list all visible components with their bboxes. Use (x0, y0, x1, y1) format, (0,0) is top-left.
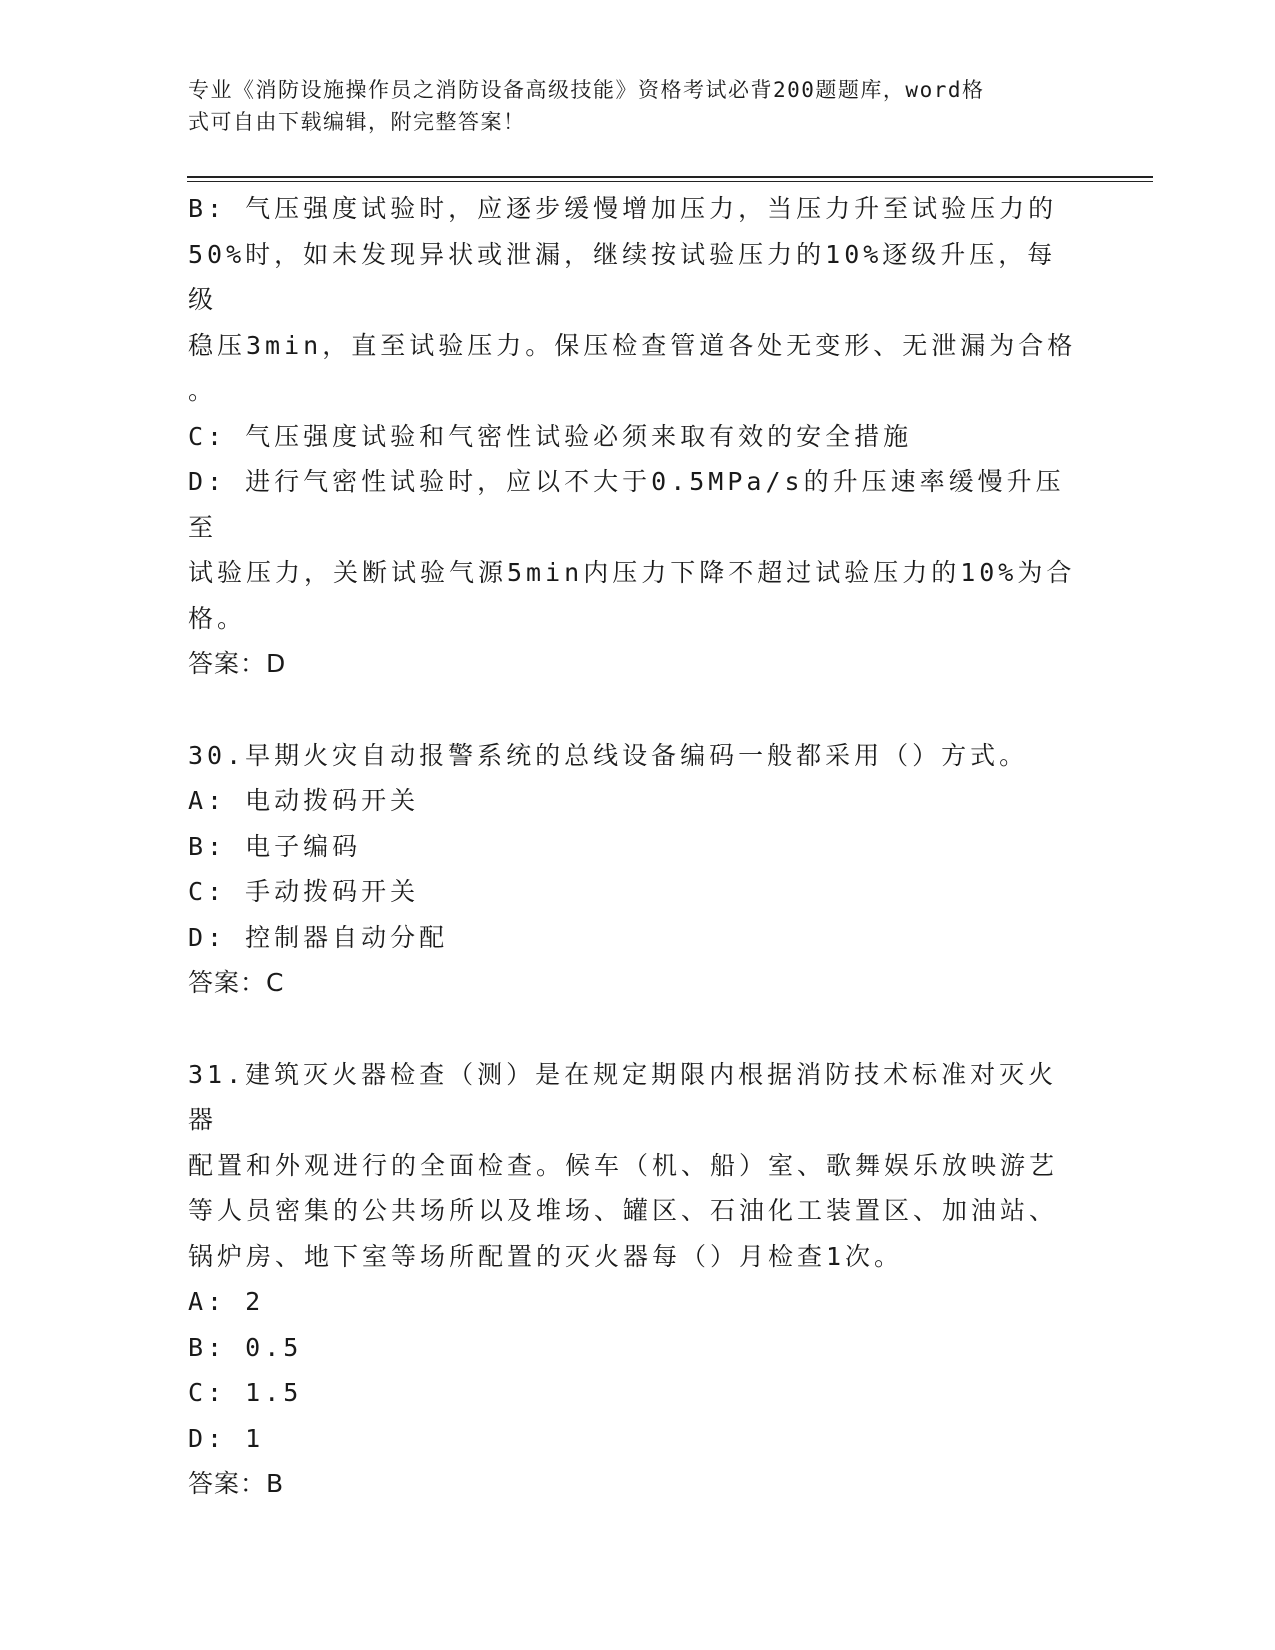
option-b: B: 0.5 (188, 1332, 303, 1362)
option-d-line-2: 试验压力，关断试验气源5min内压力下降不超过试验压力的10%为合 (188, 558, 1076, 587)
option-a: A: 电动拨码开关 (188, 786, 420, 815)
option-b-line-4: 。 (188, 376, 218, 405)
question-stem-line-2: 配置和外观进行的全面检查。候车（机、船）室、歌舞娱乐放映游艺 (188, 1150, 1059, 1180)
question-stem: 30.早期火灾自动报警系统的总线设备编码一般都采用（）方式。 (188, 740, 1029, 770)
header-divider-thick (187, 176, 1153, 178)
option-d: D: 控制器自动分配 (188, 922, 449, 952)
option-b-line-2: 50%时，如未发现异状或泄漏，继续按试验压力的10%逐级升压，每级 (188, 239, 1057, 314)
question-stem-line-3: 等人员密集的公共场所以及堆场、罐区、石油化工装置区、加油站、 (188, 1196, 1059, 1225)
option-d: D: 1 (188, 1423, 265, 1453)
question-content (188, 186, 1078, 1507)
question-stem-line-1: 31.建筑灭火器检查（测）是在规定期限内根据消防技术标准对灭火器 (188, 1059, 1058, 1134)
header-line-2: 式可自由下载编辑，附完整答案！ (188, 110, 526, 134)
question-30 (188, 733, 1078, 1006)
answer: 答案：B (188, 1469, 285, 1498)
option-c: C: 气压强度试验和气密性试验必须来取有效的安全措施 (188, 421, 913, 451)
question-31 (188, 1052, 1078, 1507)
option-b: B: 电子编码 (188, 831, 362, 861)
option-b-line-3: 稳压3min，直至试验压力。保压检查管道各处无变形、无泄漏为合格 (188, 330, 1077, 360)
spacer (188, 687, 1078, 733)
option-d-line-3: 格。 (188, 603, 247, 633)
spacer (188, 1006, 1078, 1052)
question-stem-line-4: 锅炉房、地下室等场所配置的灭火器每（）月检查1次。 (188, 1241, 904, 1271)
answer: 答案：D (188, 649, 287, 678)
option-b-line-1: B: 气压强度试验时，应逐步缓慢增加压力，当压力升至试验压力的 (188, 194, 1058, 223)
option-d-line-1: D: 进行气密性试验时，应以不大于0.5MPa/s的升压速率缓慢升压至 (188, 467, 1065, 542)
document-header (188, 74, 1068, 138)
option-a: A: 2 (188, 1287, 265, 1316)
option-c: C: 1.5 (188, 1378, 303, 1407)
option-c: C: 手动拨码开关 (188, 877, 420, 906)
answer: 答案：C (188, 968, 285, 997)
prev-question-block (188, 186, 1078, 687)
header-line-1: 专业《消防设施操作员之消防设备高级技能》资格考试必背200题题库，word格 (188, 78, 985, 102)
header-divider-thin (187, 181, 1153, 182)
